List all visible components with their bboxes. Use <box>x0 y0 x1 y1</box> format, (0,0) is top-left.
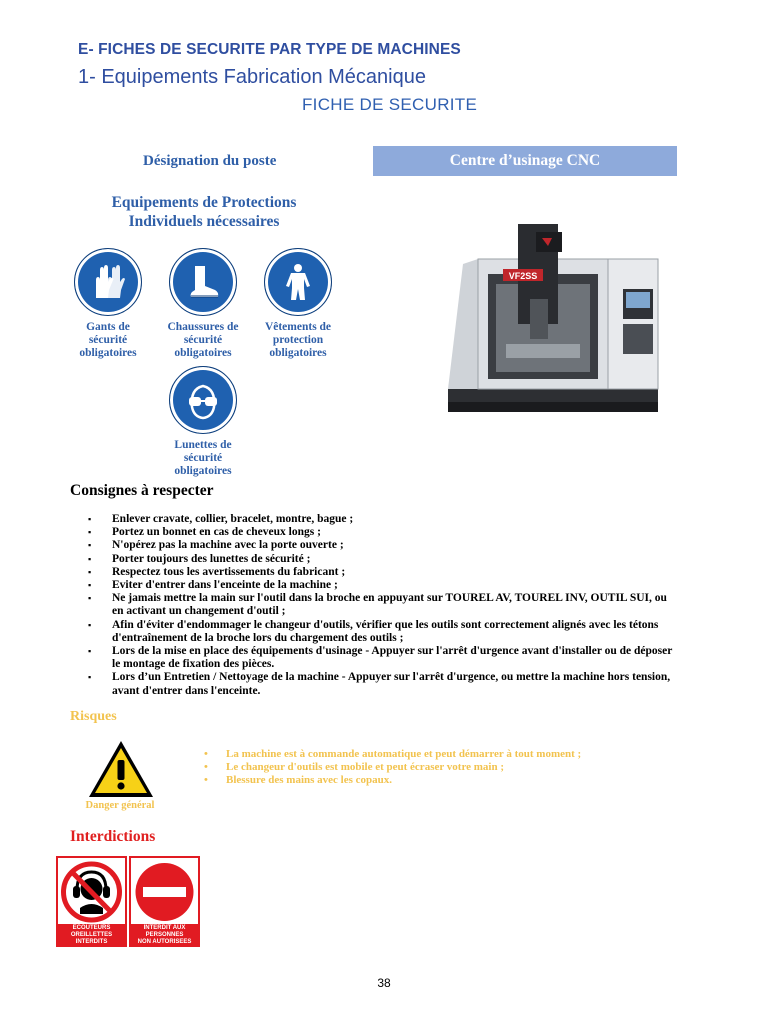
epi-label-line: obligatoires <box>269 347 327 359</box>
protective-suit-icon <box>264 248 332 316</box>
epi-label-boots <box>153 321 253 360</box>
forbid-caption-entry <box>131 924 198 945</box>
list-item: ▪ Eviter d'entrer dans l'enceinte de la machine ; <box>88 579 678 592</box>
no-headphones-icon <box>58 858 125 926</box>
list-item: ▪ N'opérez pas la machine avec la porte ouverte ; <box>88 539 678 552</box>
epi-label-line: obligatoires <box>174 347 232 359</box>
caption-line: OREILLETTES <box>70 932 113 938</box>
interdictions-title: Interdictions <box>70 828 156 845</box>
epi-label-line: protection <box>272 334 324 346</box>
page-number: 38 <box>377 976 391 990</box>
list-item: • Le changeur d'outils est mobile et peut écraser votre main ; <box>204 761 581 774</box>
list-item: ▪ Ne jamais mettre la main sur l'outil dans la broche en appuyant sur TOUREL AV, TOUREL INV, OUTIL SUI, ou en activant un changement d'outil ; <box>88 592 678 618</box>
danger-warning-icon <box>86 738 156 800</box>
forbidden-sign-entry <box>129 856 200 947</box>
boots-icon <box>169 248 237 316</box>
list-item: ▪ Respectez tous les avertissements du fabricant ; <box>88 566 678 579</box>
epi-label-line: sécurité <box>183 452 223 464</box>
consignes-title: Consignes à respecter <box>70 482 214 499</box>
gloves-icon <box>74 248 142 316</box>
poste-label: Désignation du poste <box>143 153 277 169</box>
caption-line: INTERDIT AUX <box>143 925 186 931</box>
epi-label-line: sécurité <box>88 334 128 346</box>
caption-line: INTERDITS <box>75 939 108 945</box>
danger-label: Danger général <box>85 800 155 811</box>
epi-label-line: Chaussures de <box>167 321 239 333</box>
section-title: E- FICHES DE SECURITE PAR TYPE DE MACHINES <box>78 41 461 58</box>
epi-label-gloves <box>58 321 158 360</box>
epi-label-line: obligatoires <box>79 347 137 359</box>
poste-value <box>373 146 677 176</box>
cnc-machine-image <box>418 204 676 416</box>
poste-value-text: Centre d’usinage CNC <box>449 152 601 169</box>
caption-line: ECOUTEURS <box>72 925 111 931</box>
epi-item-glasses <box>153 366 253 478</box>
epi-label-line: Vêtements de <box>264 321 332 333</box>
forbidden-sign-headphones <box>56 856 127 947</box>
epi-title <box>68 193 340 231</box>
epi-title-line2: Individuels nécessaires <box>128 213 280 230</box>
epi-item-gloves <box>58 248 158 360</box>
epi-item-boots <box>153 248 253 360</box>
list-item: ▪ Enlever cravate, collier, bracelet, montre, bague ; <box>88 513 678 526</box>
epi-label-line: Gants de <box>86 321 130 333</box>
consignes-list <box>88 513 678 698</box>
list-item: ▪ Lors d’un Entretien / Nettoyage de la machine - Appuyer sur l'arrêt d'urgence, ou mettre la machine hors tension, avant d'entrer dans l'enceinte. <box>88 671 678 697</box>
risques-list <box>204 748 581 787</box>
epi-label-suit <box>248 321 348 360</box>
risques-title: Risques <box>70 709 117 724</box>
no-entry-icon <box>131 858 198 926</box>
epi-title-line1: Equipements de Protections <box>111 194 297 211</box>
epi-label-line: obligatoires <box>174 465 232 477</box>
forbid-caption-headphones <box>58 924 125 945</box>
epi-label-glasses <box>153 439 253 478</box>
sub-title: 1- Equipements Fabrication Mécanique <box>78 66 426 88</box>
machine-badge-text: VF2SS <box>508 271 538 281</box>
list-item: ▪ Afin d'éviter d'endommager le changeur d'outils, vérifier que les outils sont correctement alignés avec les tétons d'entraînement de la broche lors du chargement des outils ; <box>88 619 678 645</box>
caption-line: PERSONNES <box>145 932 184 938</box>
sheet-title: FICHE DE SECURITE <box>302 95 478 114</box>
epi-label-line: Lunettes de <box>174 439 232 451</box>
caption-line: NON AUTORISEES <box>137 939 192 945</box>
safety-glasses-icon <box>169 366 237 434</box>
list-item: • Blessure des mains avec les copaux. <box>204 774 581 787</box>
list-item: ▪ Lors de la mise en place des équipements d'usinage - Appuyer sur l'arrêt d'urgence avant d'installer ou de déposer le montage de fixation des pièces. <box>88 645 678 671</box>
epi-item-suit <box>248 248 348 360</box>
list-item: ▪ Porter toujours des lunettes de sécurité ; <box>88 553 678 566</box>
epi-label-line: sécurité <box>183 334 223 346</box>
list-item: • La machine est à commande automatique et peut démarrer à tout moment ; <box>204 748 581 761</box>
list-item: ▪ Portez un bonnet en cas de cheveux longs ; <box>88 526 678 539</box>
